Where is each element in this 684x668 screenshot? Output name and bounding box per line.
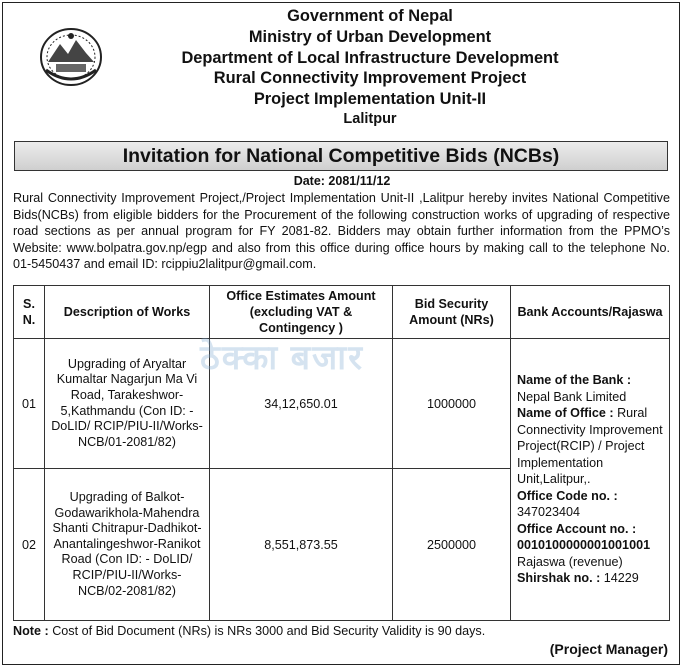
shirshak-value: 14229 [603, 571, 639, 586]
row-security: 2500000 [393, 469, 511, 621]
bank-name-label: Name of the Bank : [517, 373, 632, 388]
signoff: (Project Manager) [549, 641, 668, 657]
row-security: 1000000 [393, 339, 511, 469]
office-code-label: Office Code no. : [517, 488, 618, 503]
row-estimate: 34,12,650.01 [210, 339, 393, 469]
header-government: Government of Nepal [287, 7, 453, 25]
rajaswa-text: Rajaswa (revenue) [517, 554, 623, 569]
bank-name-value: Nepal Bank Limited [517, 389, 627, 404]
office-account-label: Office Account no. : [517, 521, 637, 536]
row-sn: 02 [14, 469, 45, 621]
bank-details [511, 339, 670, 621]
header-unit: Project Implementation Unit-II [253, 90, 487, 109]
row-sn: 01 [14, 339, 45, 469]
table-header-row [14, 286, 670, 339]
watermark-logo: ठेक्का बजार [200, 339, 365, 377]
header-bank: Bank Accounts/Rajaswa [511, 286, 670, 339]
note-text: Cost of Bid Document (NRs) is NRs 3000 and Bid Security Validity is 90 days. [52, 624, 486, 638]
office-account-value: 0010100000001001001 [517, 538, 651, 553]
office-name-label: Name of Office : [517, 406, 614, 421]
header-estimate: Office Estimates Amount (excluding VAT & Contingency ) [210, 286, 393, 339]
header-security: Bid Security Amount (NRs) [393, 286, 511, 339]
government-emblem-icon [38, 26, 104, 88]
notice-intro: Rural Connectivity Improvement Project,/Project Implementation Unit-II ,Lalitpur hereby invites National Competitive Bids(NCBs) from eligible bidders for the Procurement of the following construction works of upgrading of respective road sections as per annual program for FY 2081-82. Bidders may obtain further information from the PPMO’s Website: www.bolpatra.gov.np/egp and also from this office during office hours by making call to the telephone No. 01-5450437 and email ID: rcippiu2lalitpur@gmail.com. [13, 191, 670, 272]
shirshak-label: Shirshak no. : [517, 571, 601, 586]
row-estimate: 8,551,873.55 [210, 469, 393, 621]
note-label: Note : [13, 624, 49, 638]
issuer-header [120, 6, 620, 129]
notice-date: Date: 2081/11/12 [293, 174, 391, 188]
header-project: Rural Connectivity Improvement Project [213, 69, 527, 88]
footer-note [13, 624, 485, 638]
header-department: Department of Local Infrastructure Development [181, 48, 559, 67]
table-row [14, 339, 670, 469]
notice-title: Invitation for National Competitive Bids (NCBs) [14, 141, 668, 171]
header-sn: S. N. [14, 286, 45, 339]
row-description: Upgrading of Aryaltar Kumaltar Nagarjun Ma Vi Road, Tarakeshwor-5,Kathmandu (Con ID: - DoLID/ RCIP/PIU-II/Works-NCB/01-2081/82) [45, 339, 210, 469]
office-name-value: Rural Connectivity Improvement Project(RCIP) / Project Implementation Unit,Lalitpur,. [517, 406, 663, 487]
header-description: Description of Works [45, 286, 210, 339]
office-code-value: 347023404 [517, 505, 581, 520]
header-location: Lalitpur [343, 110, 397, 127]
header-ministry: Ministry of Urban Development [248, 27, 492, 46]
bids-table [13, 285, 670, 621]
row-description: Upgrading of Balkot-Godawarikhola-Mahendra Shanti Chitrapur-Dadhikot-Anantalingeshwor-Ranikot Road (Con ID: - DoLID/ RCIP/PIU-II/Works-NCB/02-2081/82) [45, 469, 210, 621]
